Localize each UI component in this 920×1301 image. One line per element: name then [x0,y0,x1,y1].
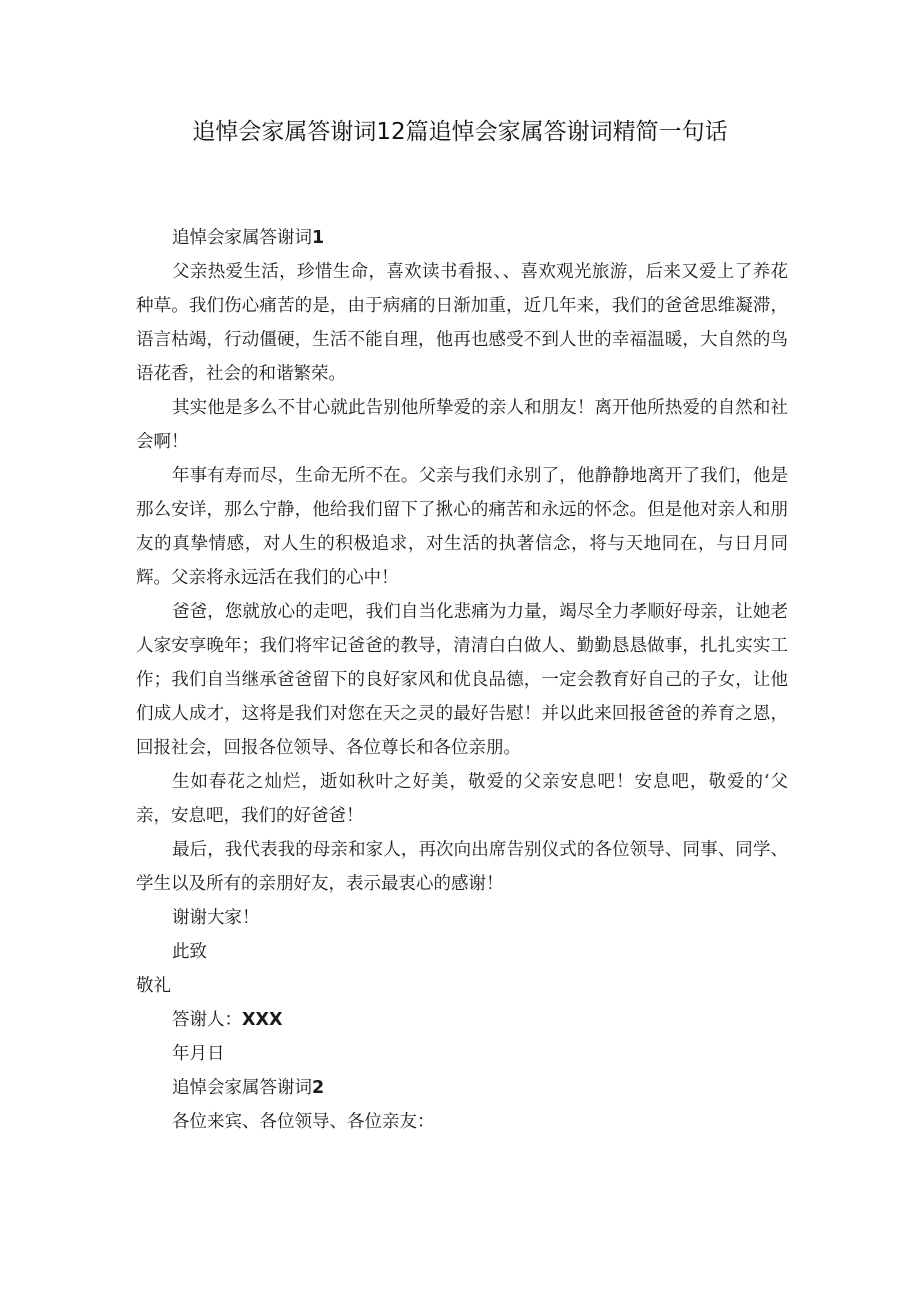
date-line: 年月日 [172,1044,225,1064]
section-2-heading-text: 追悼会家属答谢词 [172,1078,312,1098]
signer-label: 答谢人： [172,1010,242,1030]
paragraph-1: 父亲热爱生活，珍惜生命，喜欢读书看报、、喜欢观光旅游，后来又爱上了养花种草。我们伤心痛苦的是，由于病痛的日渐加重，近几年来，我们的爸爸思维凝滞，语言枯竭，行动僵硬，生活不能自理，他再也感受不到人世的幸福温暖，大自然的鸟语花香，社会的和谐繁荣。 [136,262,788,384]
paragraph-5: 生如春花之灿烂，逝如秋叶之好美，敬爱的父亲安息吧！安息吧，敬爱的‘父亲，安息吧，我们的好爸爸！ [136,772,788,826]
signer-line [136,1003,788,1037]
section-2-opening: 各位来宾、各位领导、各位亲友： [172,1112,435,1132]
document-body [136,221,788,1139]
section-2-heading [136,1071,788,1105]
signer-name: XXX [242,1010,283,1030]
section-1-heading [136,221,788,255]
paragraph-6: 最后，我代表我的母亲和家人，再次向出席告别仪式的各位领导、同事、同学、学生以及所有的亲朋好友，表示最衷心的感谢！ [136,840,788,894]
document-title: 追悼会家属答谢词12篇追悼会家属答谢词精简一句话 [192,119,728,145]
section-1-heading-number: 1 [312,228,325,248]
salute-line: 敬礼 [136,976,171,996]
paragraph-2: 其实他是多么不甘心就此告别他所挚爱的亲人和朋友！离开他所热爱的自然和社会啊！ [136,398,788,452]
section-1-heading-text: 追悼会家属答谢词 [172,228,312,248]
section-2-heading-number: 2 [312,1078,325,1098]
paragraph-4: 爸爸，您就放心的走吧，我们自当化悲痛为力量，竭尽全力孝顺好母亲，让她老人家安享晚年；我们将牢记爸爸的教导，清清白白做人、勤勤恳恳做事，扎扎实实工作；我们自当继承爸爸留下的良好家风和优良品德，一定会教育好自己的子女，让他们成人成才，这将是我们对您在天之灵的最好告慰！并以此来回报爸爸的养育之恩，回报社会，回报各位领导、各位尊长和各位亲朋。 [136,602,788,758]
paragraph-3: 年事有寿而尽，生命无所不在。父亲与我们永别了，他静静地离开了我们，他是那么安详，那么宁静，他给我们留下了揪心的痛苦和永远的怀念。但是他对亲人和朋友的真挚情感，对人生的积极追求，对生活的执著信念，将与天地同在，与日月同辉。父亲将永远活在我们的心中！ [136,466,788,588]
closing-line: 此致 [172,942,207,962]
thanks-line: 谢谢大家！ [172,908,260,928]
